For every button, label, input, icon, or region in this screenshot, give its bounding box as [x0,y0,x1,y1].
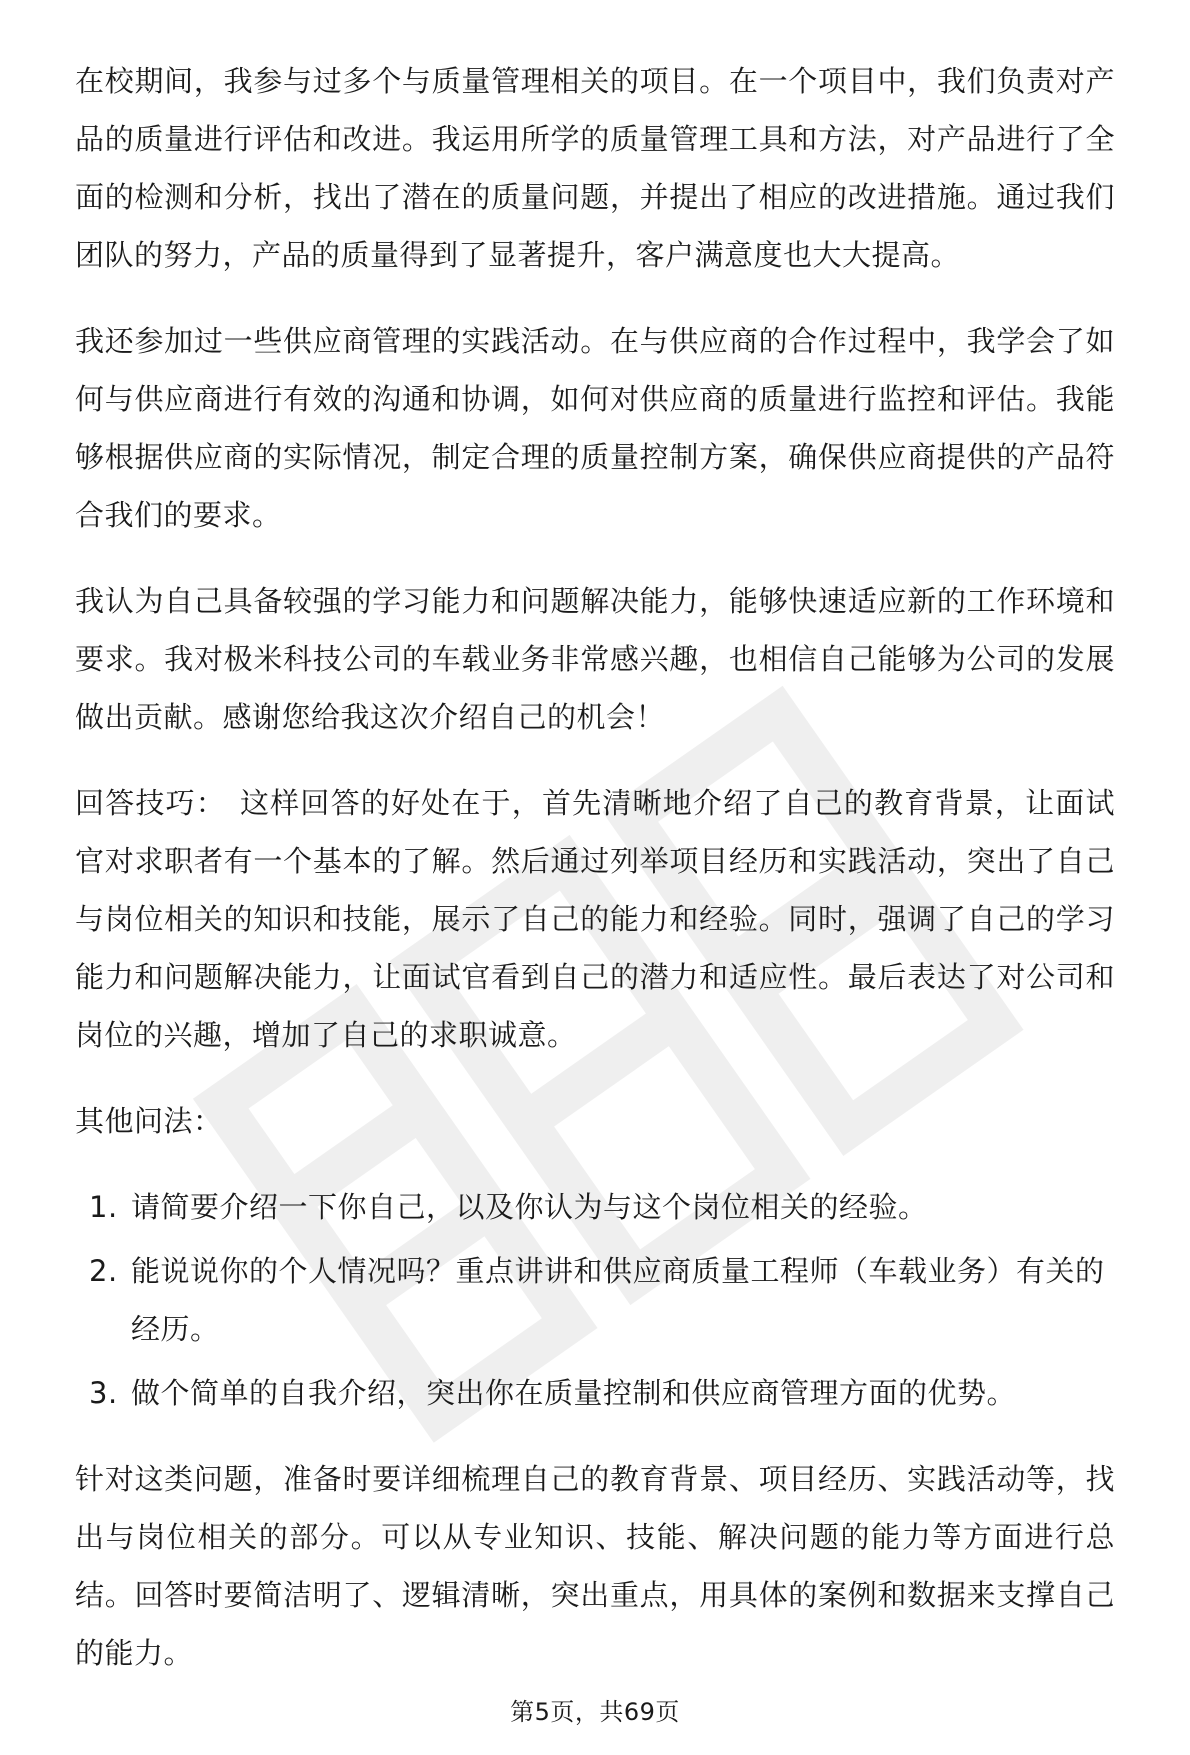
paragraph-project-experience: 在校期间，我参与过多个与质量管理相关的项目。在一个项目中，我们负责对产品的质量进行评估和改进。我运用所学的质量管理工具和方法，对产品进行了全面的检测和分析，找出了潜在的质量问题，并提出了相应的改进措施。通过我们团队的努力，产品的质量得到了显著提升，客户满意度也大大提高。 [75,64,1115,272]
paragraph-preparation-advice: 针对这类问题，准备时要详细梳理自己的教育背景、项目经历、实践活动等，找出与岗位相关的部分。可以从专业知识、技能、解决问题的能力等方面进行总结。回答时要简洁明了、逻辑清晰，突出重点，用具体的案例和数据来支撑自己的能力。 [75,1462,1115,1670]
list-item-text: 做个简单的自我介绍，突出你在质量控制和供应商管理方面的优势。 [131,1376,1017,1410]
list-item [75,1364,1115,1422]
page-number: 第5页，共69页 [510,1698,680,1726]
list-item-text: 能说说你的个人情况吗？重点讲讲和供应商质量工程师（车载业务）有关的经历。 [131,1254,1105,1346]
other-questions-label: 其他问法： [75,1104,223,1138]
other-questions-list [75,1178,1115,1422]
document-page [75,52,1115,1710]
list-item-text: 请简要介绍一下你自己，以及你认为与这个岗位相关的经验。 [131,1190,928,1224]
list-item-number: 3. [89,1376,118,1410]
paragraph-self-assessment: 我认为自己具备较强的学习能力和问题解决能力，能够快速适应新的工作环境和要求。我对极米科技公司的车载业务非常感兴趣，也相信自己能够为公司的发展做出贡献。感谢您给我这次介绍自己的机会！ [75,584,1115,734]
answer-tips [75,774,1115,1064]
answer-tips-text: 这样回答的好处在于，首先清晰地介绍了自己的教育背景，让面试官对求职者有一个基本的了解。然后通过列举项目经历和实践活动，突出了自己与岗位相关的知识和技能，展示了自己的能力和经验。同时，强调了自己的学习能力和问题解决能力，让面试官看到自己的潜力和适应性。最后表达了对公司和岗位的兴趣，增加了自己的求职诚意。 [75,786,1115,1052]
list-item-number: 2. [89,1254,118,1288]
list-item [75,1178,1115,1236]
list-item-number: 1. [89,1190,118,1224]
list-item [75,1242,1115,1358]
answer-tips-label: 回答技巧： [75,786,226,820]
paragraph-supplier-practice: 我还参加过一些供应商管理的实践活动。在与供应商的合作过程中，我学会了如何与供应商进行有效的沟通和协调，如何对供应商的质量进行监控和评估。我能够根据供应商的实际情况，制定合理的质量控制方案，确保供应商提供的产品符合我们的要求。 [75,324,1115,532]
